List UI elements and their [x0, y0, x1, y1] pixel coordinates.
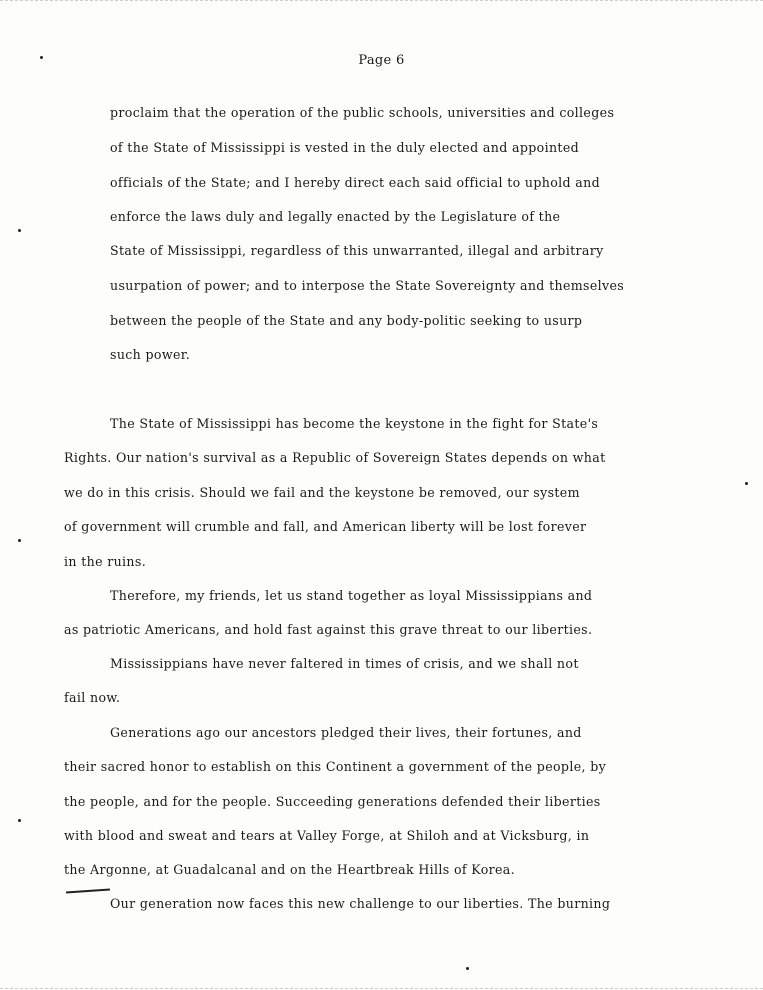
scan-speck — [745, 482, 748, 485]
text-line: Our generation now faces this new challenge to our liberties. The burning — [110, 896, 611, 911]
text-line: officials of the State; and I hereby direct each said official to uphold and — [110, 175, 601, 190]
page-edge — [0, 987, 763, 989]
text-line: the people, and for the people. Succeeding generations defended their liberties — [64, 794, 601, 809]
text-line: usurpation of power; and to interpose the State Sovereignty and themselves — [110, 278, 625, 293]
page-number: Page 6 — [358, 53, 405, 68]
text-line: Therefore, my friends, let us stand together as loyal Mississippians and — [110, 588, 593, 603]
text-line: with blood and sweat and tears at Valley Forge, at Shiloh and at Vicksburg, in — [64, 828, 590, 843]
text-line: as patriotic Americans, and hold fast against this grave threat to our liberties. — [64, 622, 593, 637]
text-line: their sacred honor to establish on this Continent a government of the people, by — [64, 759, 607, 774]
text-line: in the ruins. — [64, 554, 147, 569]
text-line: fail now. — [64, 690, 121, 705]
pen-mark — [66, 888, 110, 893]
scan-speck — [18, 819, 21, 822]
text-line: Rights. Our nation's survival as a Republic of Sovereign States depends on what — [64, 450, 606, 465]
text-line: the Argonne, at Guadalcanal and on the Heartbreak Hills of Korea. — [64, 862, 516, 877]
text-line: The State of Mississippi has become the keystone in the fight for State's — [110, 416, 599, 431]
scan-speck — [466, 967, 469, 970]
text-line: State of Mississippi, regardless of this unwarranted, illegal and arbitrary — [110, 243, 604, 258]
text-line: between the people of the State and any body-politic seeking to usurp — [110, 313, 583, 328]
scan-speck — [18, 539, 21, 542]
scan-speck — [40, 56, 43, 59]
scan-speck — [18, 229, 21, 232]
text-line: enforce the laws duly and legally enacted by the Legislature of the — [110, 209, 561, 224]
text-line: of the State of Mississippi is vested in the duly elected and appointed — [110, 140, 580, 155]
text-line: of government will crumble and fall, and American liberty will be lost forever — [64, 519, 587, 534]
text-line: such power. — [110, 347, 191, 362]
text-line: we do in this crisis. Should we fail and the keystone be removed, our system — [64, 485, 580, 500]
text-line: proclaim that the operation of the public schools, universities and colleges — [110, 105, 615, 120]
text-line: Mississippians have never faltered in times of crisis, and we shall not — [110, 656, 579, 671]
text-line: Generations ago our ancestors pledged their lives, their fortunes, and — [110, 725, 582, 740]
